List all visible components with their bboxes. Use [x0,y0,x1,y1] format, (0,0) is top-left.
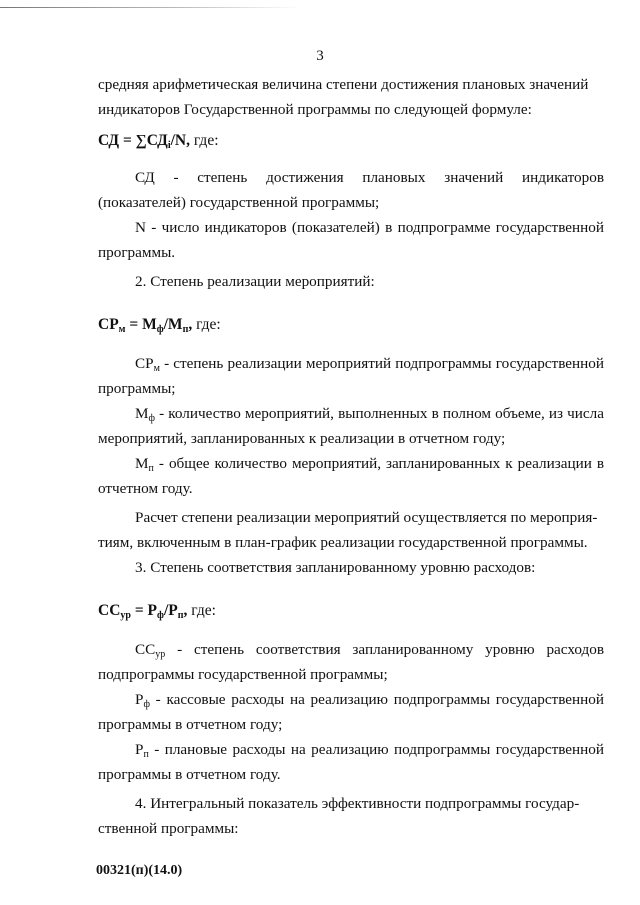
formula-sd-rhs: /N, [170,132,190,149]
definition-mp [98,451,604,501]
section-2-heading: 2. Степень реализации мероприятий: [135,273,375,290]
formula-srm-a: СР [98,316,119,333]
definition-n [98,215,604,265]
formula-ssur-b-sub: ф [157,610,164,621]
definition-rf-text: - кассовые расходы на реализацию подпрограммы государственной программы в отчетном году; [98,691,604,733]
definition-ssur [98,637,604,687]
definition-n-text: - число индикаторов (показателей) в подпрограмме государственной программы. [98,219,604,261]
section-4-line-1: 4. Интегральный показатель эффективности подпрограммы государ- [135,795,580,812]
definition-rp-text: - плановые расходы на реализацию подпрограммы государственной программы в отчетном году. [98,741,604,783]
section-3-heading: 3. Степень соответствия запланированному уровню расходов: [135,559,536,576]
definition-mf-symbol: М [135,405,149,422]
section-4-line-2: ственной программы: [98,820,239,837]
formula-ssur-eq: = Р [130,602,158,619]
calc-line-1: Расчет степени реализации мероприятий осуществляется по мероприя- [135,509,598,526]
calc-line-2: тиям, включенным в план-график реализации государственной программы. [98,534,588,551]
formula-ssur-comma: , [183,602,188,619]
definition-mf-sub: ф [148,413,155,424]
definition-mp-text: - общее количество мероприятий, запланированных к реализации в отчетном году. [98,455,604,497]
definition-sd [98,165,604,215]
calc-paragraph [98,505,604,555]
intro-line-1: средняя арифметическая величина степени достижения плановых значений [98,76,589,93]
definition-rf [98,687,604,737]
formula-ssur-tail: где: [187,602,216,619]
definition-mf [98,401,604,451]
formula-srm-b-sub: ф [156,324,164,335]
formula-ssur-slash: /Р [163,602,178,619]
intro-line-2: индикаторов Государственной программы по следующей формуле: [98,101,532,118]
definition-rp-symbol: Р [135,741,144,758]
scan-artifact-line [0,7,300,8]
formula-srm-comma: , [188,316,193,333]
definition-ssur-symbol: СС [135,641,156,658]
formula-srm-a-sub: м [118,324,126,335]
page-number: 3 [316,48,324,64]
formula-sd-lhs: СД = ∑СД [98,132,168,149]
definition-mf-text: - количество мероприятий, выполненных в полном объеме, из числа мероприятий, запланированных к реализации в отчетном году; [98,405,604,447]
definition-mp-sub: п [148,463,154,474]
formula-srm-eq: = М [125,316,157,333]
formula-ssur-c-sub: п [177,610,184,621]
document-code-footer: 00321(п)(14.0) [96,863,183,878]
section-4-heading [98,791,604,841]
formula-sd-tail: где: [189,132,219,149]
formula-srm-c-sub: п [182,324,189,335]
definition-sd-text: - степень достижения плановых значений индикаторов (показателей) государственной программы; [98,169,604,211]
definition-srm-symbol: СР [135,355,154,372]
definition-mp-symbol: М [135,455,149,472]
formula-ssur [98,598,604,623]
definition-rp [98,737,604,787]
document-body [98,72,604,841]
definition-ssur-sub: ур [155,649,166,660]
definition-n-symbol: N [135,219,146,236]
definition-srm-sub: м [153,363,160,374]
intro-paragraph [98,72,604,122]
definition-rf-symbol: Р [135,691,144,708]
definition-srm-text: - степень реализации мероприятий подпрограммы государственной программы; [98,355,604,397]
formula-srm-slash: /М [163,316,183,333]
definition-rf-sub: ф [143,699,150,710]
definition-ssur-text: - степень соответствия запланированному уровню расходов подпрограммы государственной программы; [98,641,604,683]
formula-ssur-a: СС [98,602,121,619]
formula-sd [98,128,604,153]
definition-sd-symbol: СД [135,169,155,186]
formula-srm-tail: где: [192,316,221,333]
formula-sd-sub: i [167,140,171,151]
definition-srm [98,351,604,401]
formula-ssur-a-sub: ур [120,610,131,621]
formula-srm [98,312,604,337]
definition-rp-sub: п [143,749,149,760]
